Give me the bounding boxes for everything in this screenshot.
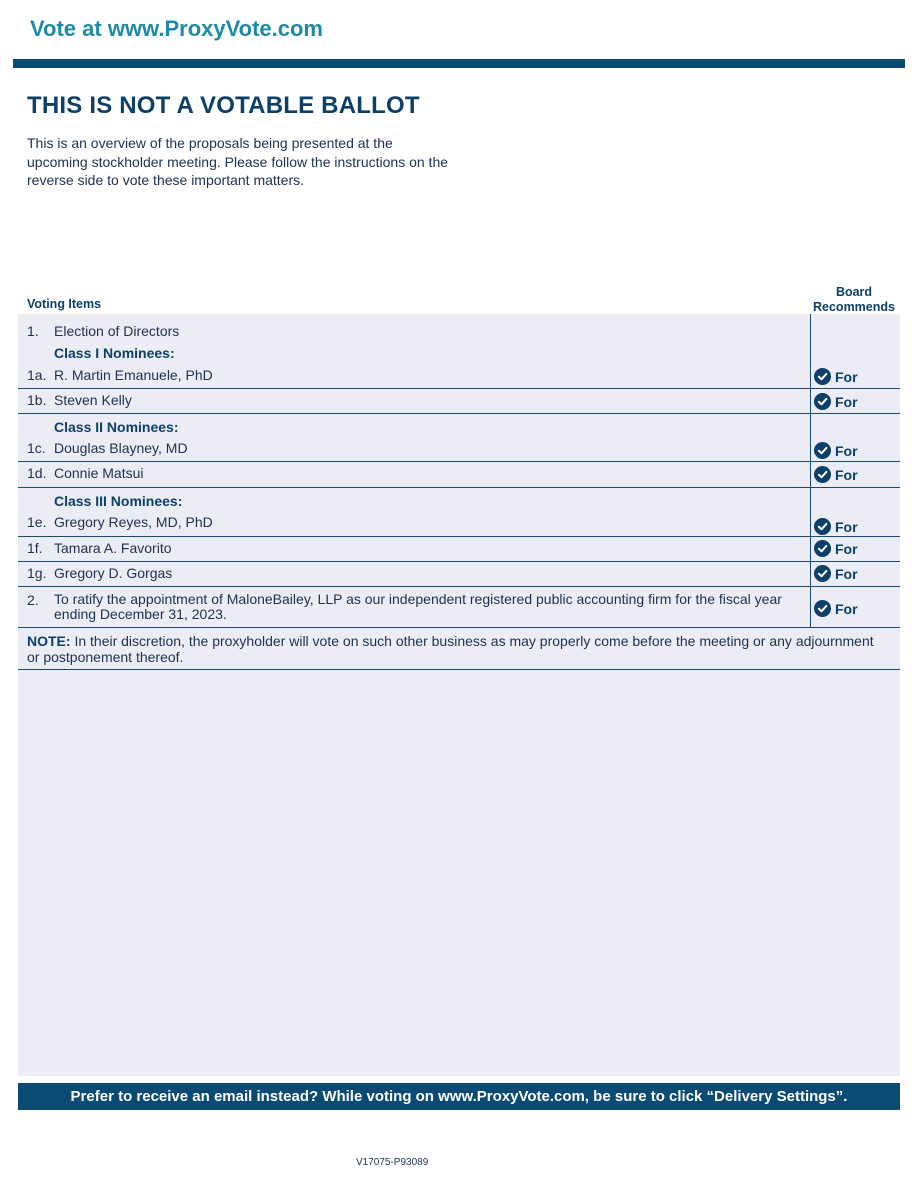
nominee-name: Connie Matsui [54,465,144,481]
check-circle-icon [814,600,831,617]
voting-items-table [18,314,900,1076]
intro-paragraph: This is an overview of the proposals being presented at the upcoming stockholder meeting. Please follow the instructions on the reverse side to vote these important matters. [27,135,449,188]
table-row [18,562,900,587]
nominee-name: Tamara A. Favorito [54,540,172,556]
item-number: 1e. [27,514,47,530]
check-circle-icon [814,393,831,410]
check-circle-icon [814,466,831,483]
recommendation [814,393,858,410]
table-row [18,587,900,628]
table-row [18,488,900,537]
item-number: 1. [27,323,39,339]
recommendation-label: For [835,442,858,459]
recommendation-label: For [835,368,858,385]
footer-banner: Prefer to receive an email instead? While voting on www.ProxyVote.com, be sure to click “Delivery Settings”. [18,1083,900,1110]
item-number: 1c. [27,440,46,456]
board-recommends-header [808,285,900,314]
document-code: V17075-P93089 [356,1157,429,1168]
item-number: 1g. [27,565,47,581]
nominee-name: Douglas Blayney, MD [54,440,188,456]
note-label: NOTE: [27,633,71,649]
note-body: In their discretion, the proxyholder will vote on such other business as may properly come before the meeting or any adjournment or postponement thereof. [27,633,874,665]
voting-items-header: Voting Items [27,297,102,311]
recommendation-label: For [835,466,858,483]
recommendation [814,368,858,385]
recommendation [814,600,858,617]
item-number: 2. [27,592,39,608]
table-row [18,537,900,562]
board-header-line2: Recommends [813,299,895,314]
item-number: 1a. [27,367,47,383]
recommendation-label: For [835,540,858,557]
class-heading: Class III Nominees: [54,493,183,509]
check-circle-icon [814,540,831,557]
table-row [18,314,900,389]
header-divider [13,59,905,68]
recommendation [814,442,858,459]
recommendation-label: For [835,600,858,617]
class-heading: Class I Nominees: [54,345,175,361]
item-text-line2: ending December 31, 2023. [54,606,227,622]
recommendation-label: For [835,393,858,410]
nominee-name: Gregory Reyes, MD, PhD [54,514,213,530]
class-heading: Class II Nominees: [54,419,179,435]
recommendation [814,518,858,535]
nominee-name: Gregory D. Gorgas [54,565,173,581]
item-text-line1: To ratify the appointment of MaloneBailey, LLP as our independent registered public accounting firm for the fiscal year [54,591,782,607]
recommendation [814,565,858,582]
page-title: THIS IS NOT A VOTABLE BALLOT [27,92,420,119]
nominee-name: Steven Kelly [54,392,132,408]
item-number: 1b. [27,392,47,408]
header-title: Vote at www.ProxyVote.com [30,16,323,41]
item-text [54,592,782,622]
item-number: 1f. [27,540,43,556]
recommendation [814,466,858,483]
board-header-line1: Board [835,285,873,299]
recommendation-label: For [835,565,858,582]
table-row [18,462,900,488]
recommendation-label: For [835,518,858,535]
item-number: 1d. [27,465,47,481]
table-row [18,414,900,462]
table-row [18,389,900,414]
check-circle-icon [814,565,831,582]
check-circle-icon [814,442,831,459]
check-circle-icon [814,368,831,385]
note-row [18,628,900,670]
item-text: Election of Directors [54,323,180,339]
nominee-name: R. Martin Emanuele, PhD [54,367,213,383]
check-circle-icon [814,518,831,535]
recommendation [814,540,858,557]
